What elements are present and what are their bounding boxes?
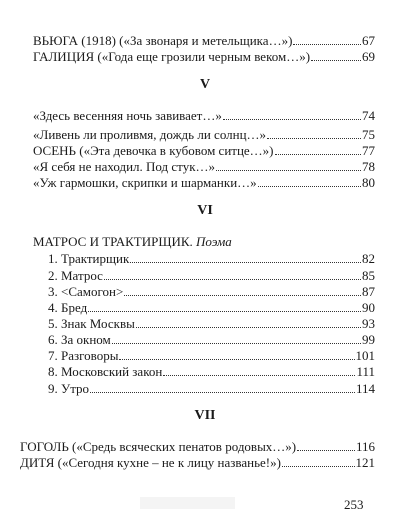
section-heading: VI	[197, 203, 213, 218]
entry-title: «Я себя не находил. Под стук…»	[33, 159, 216, 174]
entry-page: 87	[362, 284, 375, 299]
entry-title: ВЬЮГА (1918) («За звонаря и метельщика…»)	[33, 33, 293, 48]
entry-title: 6. За окном	[48, 332, 111, 347]
poem-title-text: МАТРОС И ТРАКТИРЩИК.	[33, 234, 193, 249]
entry-title: 8. Московский закон	[48, 364, 163, 379]
entry-page: 101	[355, 348, 375, 363]
leader-dots	[258, 176, 361, 187]
entry-page: 82	[362, 251, 375, 266]
toc-entry	[33, 143, 375, 158]
entry-title: 3. <Самогон>	[48, 284, 124, 299]
leader-dots	[136, 317, 361, 328]
entry-title: 7. Разговоры	[48, 348, 119, 363]
page-number: 253	[344, 497, 364, 512]
entry-page: 114	[355, 381, 375, 396]
section-heading: V	[199, 77, 211, 92]
leader-dots	[297, 440, 355, 451]
leader-dots	[130, 252, 361, 263]
leader-dots	[124, 285, 361, 296]
toc-entry	[33, 175, 375, 190]
leader-dots	[223, 109, 361, 120]
entry-title: 2. Матрос	[48, 268, 103, 283]
entry-title: ГАЛИЦИЯ («Года еще грозили черным веком…»)	[33, 49, 311, 64]
toc-entry	[48, 268, 375, 283]
toc-entry	[48, 332, 375, 347]
leader-dots	[88, 301, 361, 312]
leader-dots	[275, 144, 361, 155]
toc-entry	[33, 33, 375, 48]
leader-dots	[216, 160, 361, 171]
leader-dots	[267, 128, 361, 139]
entry-page: 121	[355, 455, 375, 470]
entry-title: «Ливень ли проливмя, дождь ли солнц…»	[33, 127, 267, 142]
entry-title: ГОГОЛЬ («Средь всяческих пенатов родовых…»)	[20, 439, 297, 454]
entry-title: 5. Знак Москвы	[48, 316, 135, 331]
entry-page: 69	[362, 49, 375, 64]
toc-entry	[48, 348, 375, 363]
section-heading: VII	[194, 408, 216, 423]
toc-entry	[33, 108, 375, 123]
entry-title: ДИТЯ («Сегодня кухне – не к лицу названье!»)	[20, 455, 281, 470]
entry-page: 111	[356, 364, 375, 379]
entry-page: 74	[362, 108, 375, 123]
entry-title: 9. Утро	[48, 381, 90, 396]
entry-title: ОСЕНЬ («Эта девочка в кубовом ситце…»)	[33, 143, 274, 158]
entry-page: 75	[362, 127, 375, 142]
entry-page: 67	[362, 33, 375, 48]
toc-entry	[20, 439, 375, 454]
entry-title: 4. Бред	[48, 300, 88, 315]
scan-artifact	[140, 497, 235, 509]
leader-dots	[311, 50, 361, 61]
entry-page: 85	[362, 268, 375, 283]
toc-entry	[33, 159, 375, 174]
entry-page: 80	[362, 175, 375, 190]
toc-entry	[48, 284, 375, 299]
leader-dots	[119, 349, 354, 360]
entry-page: 116	[355, 439, 375, 454]
entry-page: 90	[362, 300, 375, 315]
poem-subtitle: Поэма	[196, 234, 232, 249]
entry-title: 1. Трактирщик	[48, 251, 130, 266]
leader-dots	[163, 365, 355, 376]
entry-title: «Уж гармошки, скрипки и шарманки…»	[33, 175, 257, 190]
entry-title: «Здесь весенняя ночь завивает…»	[33, 108, 222, 123]
toc-entry	[48, 300, 375, 315]
leader-dots	[282, 456, 355, 467]
leader-dots	[104, 269, 361, 280]
leader-dots	[293, 34, 361, 45]
entry-page: 77	[362, 143, 375, 158]
toc-entry	[48, 251, 375, 266]
toc-entry	[33, 127, 375, 142]
poem-title	[33, 234, 232, 249]
toc-entry	[48, 381, 375, 396]
leader-dots	[112, 333, 361, 344]
toc-entry	[33, 49, 375, 64]
toc-entry	[48, 316, 375, 331]
entry-page: 78	[362, 159, 375, 174]
toc-entry	[48, 364, 375, 379]
entry-page: 93	[362, 316, 375, 331]
leader-dots	[90, 382, 355, 393]
entry-page: 99	[362, 332, 375, 347]
toc-entry	[20, 455, 375, 470]
